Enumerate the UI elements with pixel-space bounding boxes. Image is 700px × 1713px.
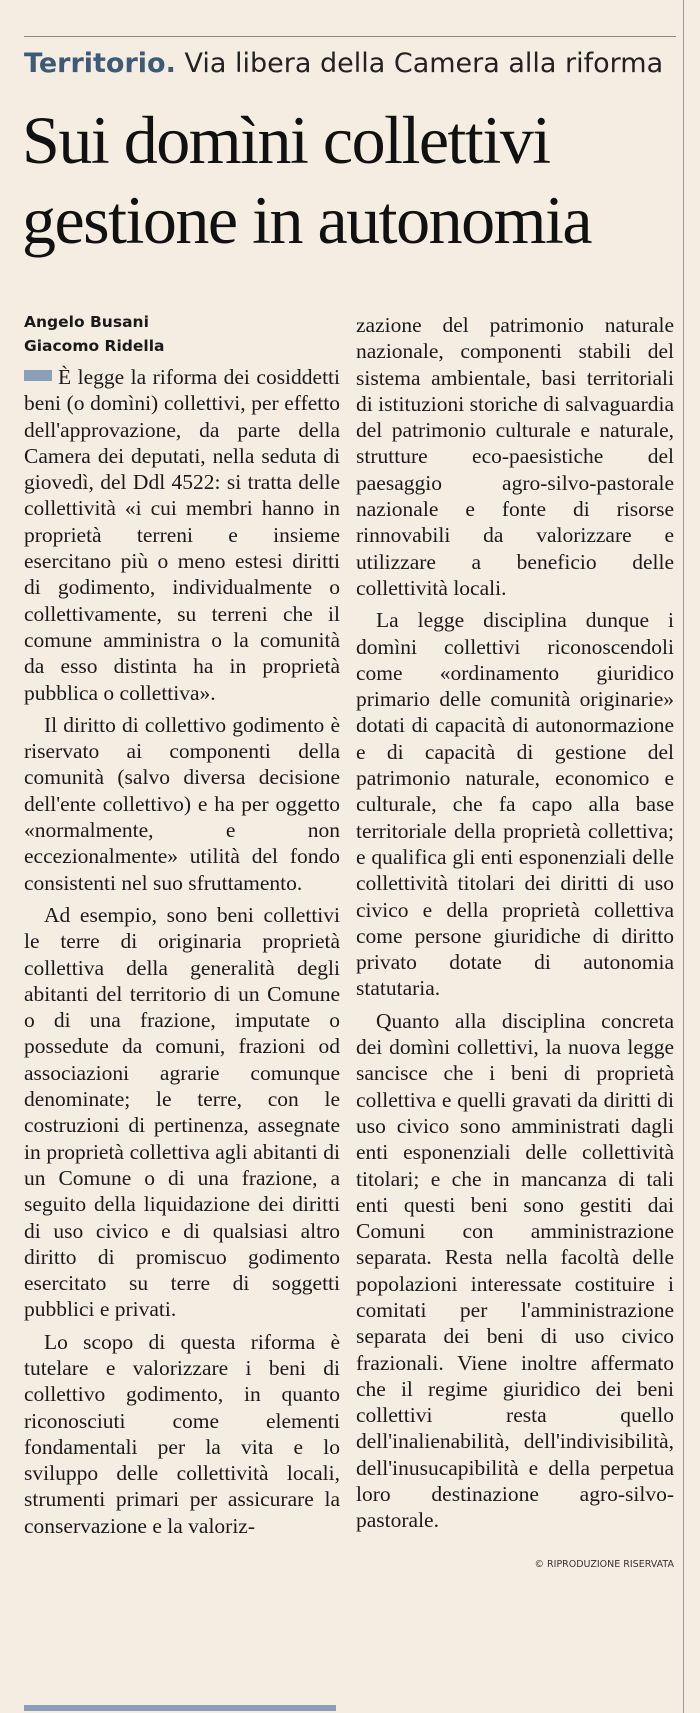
article-column-right: [356, 312, 674, 1578]
article-paragraph: Quanto alla disciplina concreta dei domìni collettivi, la nuova legge sancisce che i beni di proprietà collettiva e quelli gravati da diritti di uso civico sono amministrati dagli enti esponenziali delle collettività titolari; e che in mancanza di tali enti questi beni sono gestiti dai Comuni con amministrazione separata. Resta nella facoltà delle popolazioni interessate costituire i comitati per l'amministrazione separata dei beni di uso civico frazionali. Viene inoltre affermato che il regime giuridico dei beni collettivi resta quello dell'inalienabilità, dell'indivisibilità, dell'inusucapibilità e della perpetua loro destinazione agro-silvo-pastorale.: [356, 1008, 674, 1533]
author-name: Angelo Busani: [24, 313, 149, 331]
article-column-left: [24, 310, 340, 1539]
article-paragraph: Ad esempio, sono beni collettivi le terre di originaria proprietà collettiva della generalità degli abitanti del territorio di un Comune o di una frazione, imputate o possedute da comuni, frazioni od associazioni agrarie comunque denominate; le terre, con le costruzioni di pertinenza, assegnate in proprietà collettiva agli abitanti di un Comune o di una frazione, a seguito della liquidazione dei diritti di uso civico e di qualsiasi altro diritto di promiscuo godimento esercitato su terre di soggetti pubblici e privati.: [24, 902, 340, 1322]
right-column-rule: [683, 0, 684, 1713]
section-label: Territorio.: [24, 48, 176, 79]
article-paragraph: La legge disciplina dunque i domìni collettivi riconoscendoli come «ordinamento giuridico primario delle comunità originarie» dotati di capacità di autonormazione e di capacità di gestione del patrimonio naturale, economico e culturale, che fa capo alla base territoriale della proprietà collettiva; e qualifica gli enti esponenziali delle collettività titolari dei diritti di uso civico e della proprietà collettiva come persone giuridiche di diritto privato dotate di autonomia statutaria.: [356, 608, 674, 1001]
headline: [22, 100, 682, 260]
byline: [24, 310, 340, 358]
kicker-subtitle: Via libera della Camera alla riforma: [184, 48, 664, 79]
headline-line-1: Sui domìni collettivi: [22, 102, 550, 178]
headline-line-2: gestione in autonomia: [22, 182, 592, 258]
kicker: [24, 44, 663, 84]
top-rule: [24, 36, 676, 37]
bottom-accent-bar: [24, 1705, 336, 1711]
article-paragraph: Il diritto di collettivo godimento è riservato ai componenti della comunità (salvo diversa decisione dell'ente collettivo) e ha per oggetto «normalmente, e non eccezionalmente» utilità del fondo consistenti nel suo sfruttamento.: [24, 712, 340, 895]
article-paragraph: Lo scopo di questa riforma è tutelare e valorizzare i beni di collettivo godimento, in quanto riconosciuti come elementi fondamentali per la vita e lo sviluppo delle collettività locali, strumenti primari per assicurare la conservazione e la valoriz-: [24, 1329, 340, 1538]
paragraph-text: È legge la riforma dei cosiddetti beni (o domìni) collettivi, per effetto dell'approvazione, da parte della Camera dei deputati, nella seduta di giovedì, del Ddl 4522: si tratta delle collettività «i cui membri hanno in proprietà terreni e insieme esercitano più o meno estesi diritti di godimento, individualmente o collettivamente, su terreni che il comune amministra o la comunità da esso distinta ha in proprietà pubblica o collettiva».: [24, 365, 340, 705]
article-paragraph: zazione del patrimonio naturale nazionale, componenti stabili del sistema ambientale, basi territoriali di istituzioni storiche di salvaguardia del patrimonio culturale e naturale, strutture eco-paesistiche del paesaggio agro-silvo-pastorale nazionale e fonte di risorse rinnovabili da valorizzare e utilizzare a beneficio delle collettività locali.: [356, 313, 674, 600]
author-name: Giacomo Ridella: [24, 337, 165, 355]
copyright-notice: © RIPRODUZIONE RISERVATA: [534, 1558, 674, 1570]
lead-marker: [24, 370, 52, 381]
article-paragraph: [24, 364, 340, 706]
